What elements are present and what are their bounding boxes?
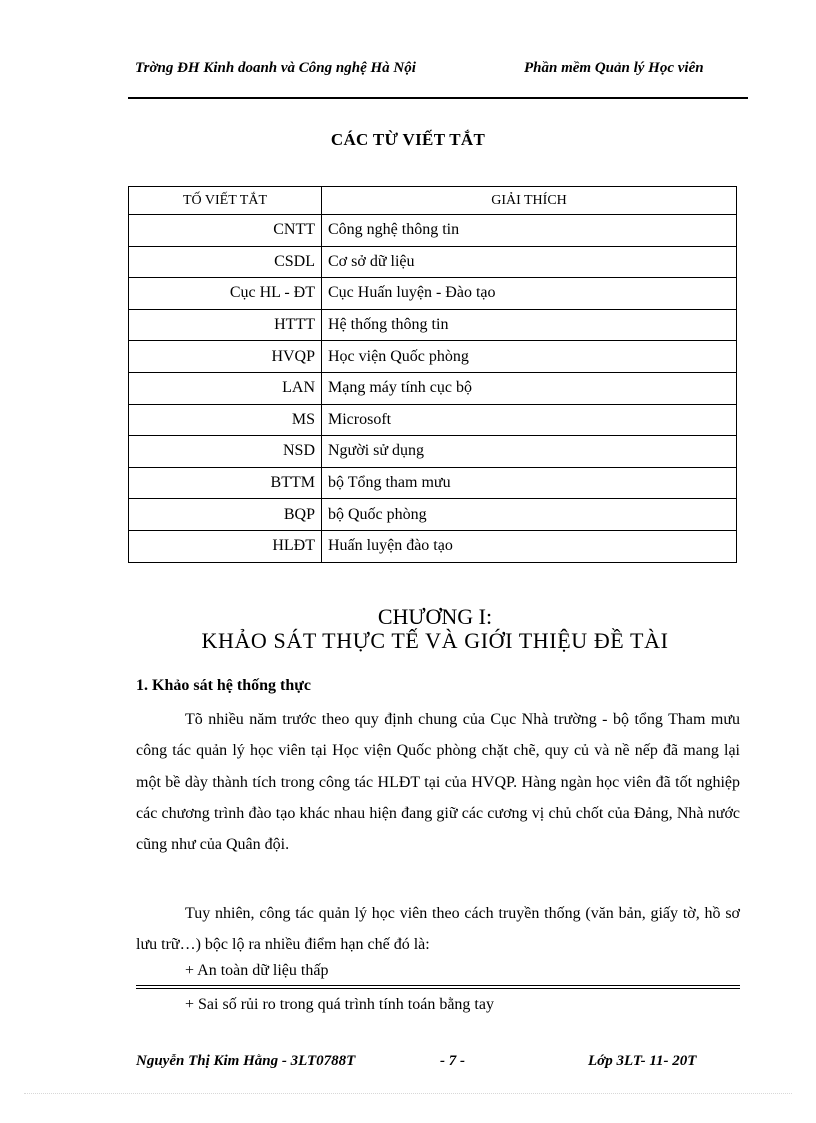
table-row	[129, 215, 737, 247]
chapter-title: KHẢO SÁT THỰC TẾ VÀ GIỚI THIỆU ĐỀ TÀI	[201, 628, 669, 653]
abbreviations-table	[128, 186, 737, 563]
abbreviations-title: CÁC TỪ VIẾT TẮT	[330, 130, 486, 149]
header-divider	[128, 97, 748, 99]
chapter-number: CHƯƠNG I:	[377, 604, 493, 629]
desc-cell: Cục Huấn luyện - Đào tạo	[322, 278, 737, 310]
desc-cell: Microsoft	[322, 404, 737, 436]
table-row	[129, 278, 737, 310]
desc-cell: bộ Tổng tham mưu	[322, 467, 737, 499]
abbr-cell: HLĐT	[129, 530, 322, 562]
abbr-cell: BQP	[129, 499, 322, 531]
paragraph-text: Tuy nhiên, công tác quản lý học viên theo cách truyền thống (văn bản, giấy tờ, hồ sơ lưu trữ…) bộc lộ ra nhiều điểm hạn chế đó là:	[136, 905, 740, 954]
desc-cell: bộ Quốc phòng	[322, 499, 737, 531]
table-header-row	[129, 187, 737, 215]
section-heading: 1. Khảo sát hệ thống thực	[136, 677, 311, 694]
footer-divider	[136, 985, 740, 989]
table-row	[129, 341, 737, 373]
abbr-cell: Cục HL - ĐT	[129, 278, 322, 310]
abbr-cell: LAN	[129, 372, 322, 404]
page-number: - 7 -	[440, 1053, 465, 1069]
footer-class: Lớp 3LT- 11- 20T	[588, 1053, 697, 1069]
abbr-cell: BTTM	[129, 467, 322, 499]
abbr-cell: HTTT	[129, 309, 322, 341]
paragraph-text: Tõ nhiều năm trước theo quy định chung của Cục Nhà trường - bộ tổng Tham mưu công tác quản lý học viên tại Học viện Quốc phòng chặt chẽ, quy củ và nề nếp đã mang lại một bề dày thành tích trong công tác HLĐT tại của HVQP. Hàng ngàn học viên đã tốt nghiệp các chương trình đào tạo khác nhau hiện đang giữ các cương vị chủ chốt của Đảng, Nhà nước cũng như của Quân đội.	[136, 711, 740, 854]
header-project: Phần mềm Quản lý Học viên	[524, 60, 704, 76]
table-row	[129, 404, 737, 436]
abbr-cell: HVQP	[129, 341, 322, 373]
desc-cell: Cơ sở dữ liệu	[322, 246, 737, 278]
bullet-item: + Sai số rủi ro trong quá trình tính toán bằng tay	[185, 996, 494, 1013]
desc-cell: Công nghệ thông tin	[322, 215, 737, 247]
bullet-item: + An toàn dữ liệu thấp	[185, 962, 329, 979]
column-header-desc: GIẢI THÍCH	[322, 187, 737, 215]
column-header-abbr: TỐ VIẾT TẮT	[129, 187, 322, 215]
desc-cell: Học viện Quốc phòng	[322, 341, 737, 373]
table-row	[129, 309, 737, 341]
paragraph	[136, 898, 740, 961]
desc-cell: Hệ thống thông tin	[322, 309, 737, 341]
desc-cell: Mạng máy tính cục bộ	[322, 372, 737, 404]
abbr-cell: CNTT	[129, 215, 322, 247]
table-row	[129, 467, 737, 499]
abbr-cell: NSD	[129, 436, 322, 468]
page-edge	[24, 1093, 792, 1094]
header-school: Trờng ĐH Kinh doanh và Công nghệ Hà Nội	[135, 60, 416, 76]
desc-cell: Huấn luyện đào tạo	[322, 530, 737, 562]
table-row	[129, 246, 737, 278]
table-row	[129, 372, 737, 404]
footer-author: Nguyễn Thị Kim Hằng - 3LT0788T	[136, 1053, 356, 1069]
abbr-cell: MS	[129, 404, 322, 436]
abbr-cell: CSDL	[129, 246, 322, 278]
table-row	[129, 499, 737, 531]
paragraph	[136, 704, 740, 860]
table-row	[129, 436, 737, 468]
table-row	[129, 530, 737, 562]
desc-cell: Người sử dụng	[322, 436, 737, 468]
